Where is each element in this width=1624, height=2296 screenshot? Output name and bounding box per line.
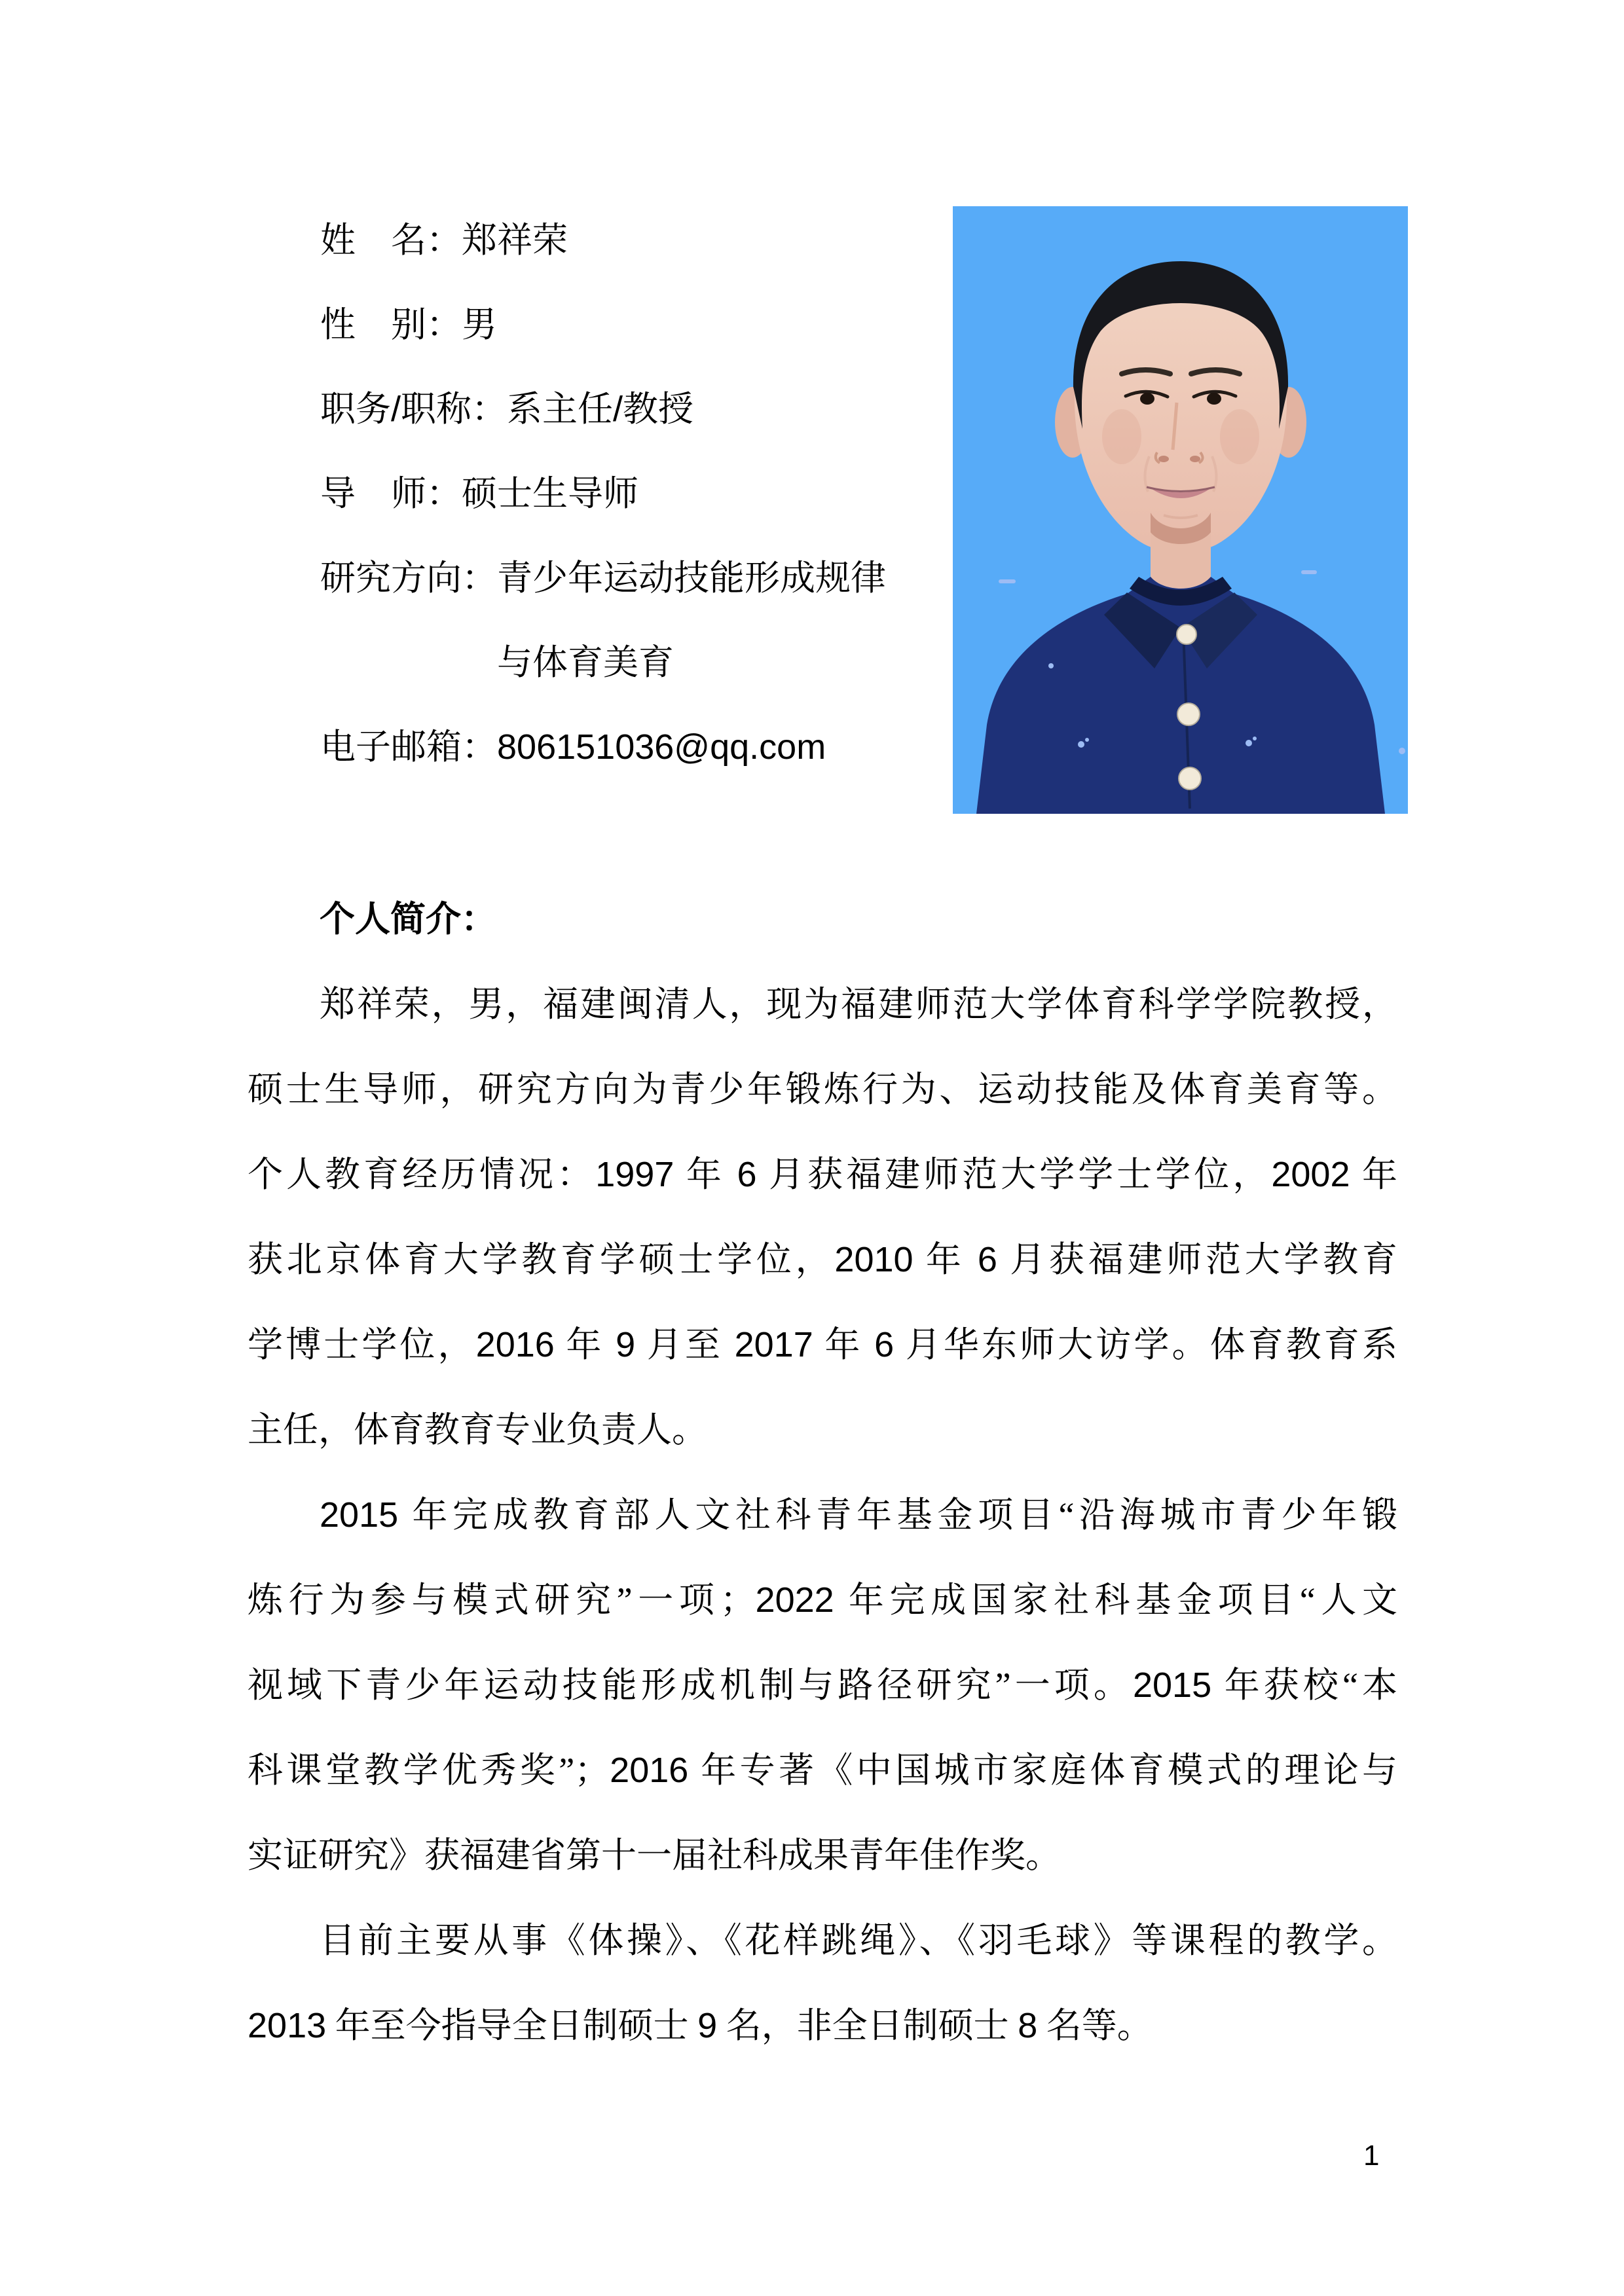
bio-line: 炼行为参与模式研究”一项；2022 年完成国家社科基金项目“人文	[248, 1580, 1397, 1620]
bio-line: 科课堂教学优秀奖”；2016 年专著《中国城市家庭体育模式的理论与	[248, 1751, 1398, 1790]
field-mentor-value: 硕士生导师	[462, 474, 638, 513]
bio-section	[248, 877, 1397, 2068]
bio-line: 硕士生导师，研究方向为青少年锻炼行为、运动技能及体育美育等。	[248, 1070, 1397, 1109]
field-mentor-label: 导 师：	[320, 474, 462, 513]
field-mentor	[320, 452, 886, 536]
field-position-label: 职务/职称：	[320, 390, 507, 429]
bio-line: 获北京体育大学教育学硕士学位，2010 年 6 月获福建师范大学教育	[248, 1240, 1398, 1279]
bio-line: 个人教育经历情况：1997 年 6 月获福建师范大学学士学位，2002 年	[248, 1155, 1398, 1194]
field-position-value: 系主任/教授	[507, 390, 694, 429]
field-gender-value: 男	[462, 305, 497, 344]
bio-line: 学博士学位，2016 年 9 月至 2017 年 6 月华东师大访学。体育教育系	[248, 1325, 1398, 1364]
field-name	[320, 198, 886, 283]
bio-line: 视域下青少年运动技能形成机制与路径研究”一项。2015 年获校“本	[248, 1666, 1398, 1705]
right-cheek-shade	[1220, 409, 1259, 464]
bio-heading: 个人简介：	[320, 900, 496, 939]
page-number: 1	[1363, 2140, 1380, 2172]
field-email	[320, 705, 886, 790]
field-email-value: 806151036@qq.com	[497, 727, 826, 767]
field-email-label: 电子邮箱：	[320, 727, 497, 767]
bio-line: 实证研究》获福建省第十一届社科成果青年佳作奖。	[248, 1836, 1061, 1875]
profile-photo-image	[953, 206, 1408, 814]
profile-info-block	[320, 198, 886, 790]
bio-line: 郑祥荣，男，福建闽清人，现为福建师范大学体育科学学院教授，	[320, 985, 1397, 1024]
field-gender-label: 性 别：	[320, 305, 462, 344]
field-research-direction	[320, 536, 886, 705]
field-position-title	[320, 367, 886, 452]
bio-line: 2015 年完成教育部人文社科青年基金项目“沿海城市青少年锻	[320, 1495, 1397, 1535]
profile-photo	[953, 206, 1408, 814]
field-name-label: 姓 名：	[320, 221, 462, 260]
bio-line: 2013 年至今指导全日制硕士 9 名，非全日制硕士 8 名等。	[248, 2006, 1153, 2045]
field-name-value: 郑祥荣	[462, 221, 568, 260]
field-research-label: 研究方向：	[320, 558, 497, 598]
field-research-value: 青少年运动技能形成规律 与体育美育	[497, 558, 886, 682]
field-gender	[320, 283, 886, 367]
bio-line: 目前主要从事《体操》、《花样跳绳》、《羽毛球》等课程的教学。	[320, 1921, 1397, 1960]
bio-line: 主任，体育教育专业负责人。	[248, 1410, 707, 1449]
left-cheek-shade	[1102, 409, 1141, 464]
